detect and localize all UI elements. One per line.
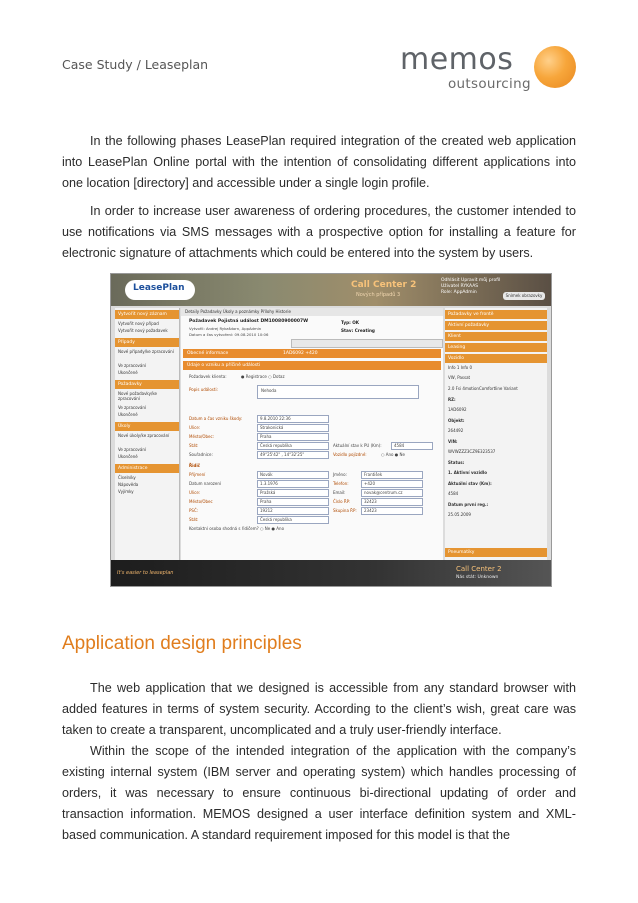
app-subtitle: Nových případů 3 [356, 292, 401, 298]
field-label: Aktuální stav k PU (Km): [333, 443, 382, 448]
phone-value: +420 [364, 481, 375, 486]
section-general-label: Obecné informace [187, 351, 229, 356]
birthdate-value: 1.3.1976 [260, 481, 278, 486]
paragraph-1 [62, 131, 576, 194]
section-general[interactable] [183, 349, 441, 358]
field-label: Popis události: [189, 387, 218, 392]
info-line: VW, Passat [448, 375, 471, 380]
coords-value: 49°25'42" , 14°32'25" [260, 452, 305, 457]
info-tabs[interactable]: Info 1 Info 0 [448, 365, 473, 370]
leaseplan-logo [125, 280, 195, 300]
right-head-tyres[interactable]: Pneumatiky [445, 548, 547, 557]
right-head[interactable]: Vozidlo [445, 354, 547, 363]
case-meta-1: Vytvořil: Andrej Rykašdorn, AppAdmin [189, 326, 262, 331]
app-title: Call Center 2 [351, 280, 417, 290]
menu-item[interactable]: Nové úkoly/ke zpracování [118, 433, 170, 438]
info-line: 2.0 Fsi 4motionComfortline Variant [448, 386, 518, 391]
field-label: Příjmení [189, 472, 206, 477]
name-value: František [364, 472, 383, 477]
driver-country-value: Česká republika [260, 517, 292, 522]
logo-word: memos [400, 42, 514, 77]
menu-item[interactable]: Ve zpracování [118, 363, 147, 368]
user-line-2: Uživatel RYKAAS [441, 284, 479, 289]
menu-item[interactable]: Vytvořit nový případ [118, 321, 159, 326]
field-label: Telefon: [333, 481, 349, 486]
info-line: Objekt: [448, 418, 465, 423]
field-label: Souřadnice: [189, 452, 213, 457]
logo-orange-dot-icon [534, 46, 576, 88]
field-label: Ulice: [189, 490, 201, 495]
driver-city-value: Praha [260, 499, 272, 504]
license-value: 32423 [364, 499, 377, 504]
menu-item[interactable]: Nové případy/ke zpracování [118, 349, 174, 354]
footer-slogan: It's easier to leaseplan [117, 570, 174, 576]
field-label: PSČ: [189, 508, 199, 513]
footer-title: Call Center 2 [456, 565, 502, 573]
paragraph-2 [62, 201, 576, 264]
detail-tabs[interactable]: Detaily Požadavky Úkoly a poznámky Přílohy Historie [181, 308, 443, 316]
section-general-value: 1AD6092 +420 [283, 351, 318, 356]
field-label: Požadavek klienta: [189, 374, 227, 379]
user-line-3: Role: AppAdmin [441, 290, 477, 295]
left-menu [115, 308, 180, 560]
radio-registrace[interactable]: ● Registrace ○ Dotaz [241, 374, 285, 379]
field-label: Město/Obec [189, 499, 213, 504]
info-line: 4584 [448, 491, 459, 496]
country-value: Česká republika [260, 443, 292, 448]
field-label: Skupina ŘP: [333, 508, 357, 513]
menu-item[interactable]: Ve zpracování [118, 447, 147, 452]
case-meta-2: Datum a čas vytvoření: 09.08.2010 10:06 [189, 332, 269, 337]
type-label: Typ: OK [341, 320, 360, 325]
field-label: Datum a čas vzniku škody: [189, 416, 243, 421]
info-line: RZ: [448, 397, 456, 402]
menu-item[interactable]: Ukončené [118, 412, 138, 417]
menu-head-tasks[interactable]: Úkoly [115, 422, 179, 431]
paragraph-4-text: Within the scope of the intended integration of the application with the company’s existing internal system (IBM server and operating system) which handles processing of orders, it was necessary to ensure continuous bi-directional updating of order and transaction information. MEMOS designed a user interface definition system and XML-based communication. A standard requirement imposed for this model is that the [62, 744, 576, 842]
right-head[interactable]: Klient [445, 332, 547, 341]
case-title: Požadavek Pojistná událost DM10080900007W [189, 319, 309, 324]
info-line: 1AD6092 [448, 407, 467, 412]
logo-sub: outsourcing [448, 76, 531, 92]
leaseplan-logo-text: LeasePlan [133, 283, 185, 293]
license-group-value: 23423 [364, 508, 377, 513]
info-line: 1. Aktivní vozidlo [448, 470, 487, 475]
popis-input[interactable] [257, 385, 419, 399]
app-footer [111, 560, 551, 586]
field-label: Číslo ŘP: [333, 499, 351, 504]
menu-item[interactable]: Číselníky [118, 475, 136, 480]
street-value: Strakonická [260, 425, 284, 430]
section-heading: Application design principles [62, 633, 302, 654]
popis-value: Nehoda [261, 388, 277, 393]
date-value: 9.8.2010 22:36 [260, 416, 291, 421]
footer-status: Nás stát: Unknown [456, 575, 499, 580]
menu-head-requests[interactable]: Požadavky [115, 380, 179, 389]
menu-head-cases[interactable]: Případy [115, 338, 179, 347]
info-line: WVWZZZ3CZ9E323537 [448, 449, 496, 454]
info-line: Datum první reg.: [448, 502, 489, 507]
application-screenshot [110, 273, 552, 587]
paragraph-3-text: The web application that we designed is accessible from any standard browser with added features in terms of system security. According to the client’s wish, great care was taken to create a transparent, uncomplicated and a truly user-friendly interface. [62, 681, 576, 737]
paragraph-2-text: In order to increase user awareness of ordering procedures, the customer intended to use notifications via SMS messages with a prospective option for installing a feature for electronic signature of attachments which could be entered into the system by users. [62, 204, 576, 260]
right-head[interactable]: Požadavky ve frontě [445, 310, 547, 319]
menu-head-create[interactable]: Vytvořit nový záznam [115, 310, 179, 319]
menu-item[interactable]: Ukončené [118, 454, 138, 459]
radio-pojizdne[interactable]: ○ Ano ● Ne [381, 452, 405, 457]
section-event[interactable]: Údaje o vzniku a příčině události [183, 361, 441, 370]
user-info [441, 278, 500, 296]
contact-question[interactable]: Kontaktní osoba shodná s řidičem? ○ Ne ● Ano [189, 526, 285, 531]
right-head[interactable]: Aktivní požadavky [445, 321, 547, 330]
menu-item[interactable]: Vytvořit nový požadavek [118, 328, 168, 333]
memos-logo [400, 40, 575, 100]
info-line: 264492 [448, 428, 464, 433]
field-label: Stát: [189, 517, 199, 522]
stav-label: Stav: Creating [341, 328, 375, 333]
right-panel [445, 308, 547, 560]
main-panel [181, 308, 443, 560]
field-label: Vozidlo pojízdné: [333, 452, 367, 457]
surname-value: Novák [260, 472, 273, 477]
zip-value: 19212 [260, 508, 273, 513]
toolbar[interactable] [291, 339, 443, 348]
menu-item[interactable]: Vyjímky [118, 489, 134, 494]
driver-street-value: Pražská [260, 490, 276, 495]
paragraph-1-text: In the following phases LeasePlan required integration of the created web application into LeasePlan Online portal with the intention of consolidating different applications into one location [directory] and accessible under a single login profile. [62, 134, 576, 190]
field-label: Stát: [189, 443, 199, 448]
menu-item[interactable]: Nápověda [118, 482, 139, 487]
paragraph-4 [62, 741, 576, 846]
right-head[interactable]: Leasing [445, 343, 547, 352]
app-topbar [111, 274, 551, 306]
field-label: Email: [333, 490, 346, 495]
info-line: 25.05.2009 [448, 512, 471, 517]
info-line: Aktuální stav (Km): [448, 481, 492, 486]
header-title: Case Study / Leaseplan [62, 57, 209, 72]
field-label: Jméno: [333, 472, 347, 477]
field-label: Datum narození [189, 481, 221, 486]
city-value: Praha [260, 434, 272, 439]
paragraph-3 [62, 678, 576, 741]
menu-head-admin[interactable]: Administrace [115, 464, 179, 473]
driver-label: Řidič [189, 463, 201, 468]
field-label: Město/Obec: [189, 434, 215, 439]
km-value: 4584 [394, 443, 405, 448]
user-line-1: Odhlásit Upravit můj profil [441, 278, 501, 283]
info-line: VIN: [448, 439, 458, 444]
info-line: Status: [448, 460, 465, 465]
menu-item[interactable]: Ve zpracování [118, 405, 147, 410]
email-value: novak@centrum.cz [364, 490, 403, 495]
field-label: Ulice: [189, 425, 201, 430]
menu-item[interactable]: Ukončené [118, 370, 138, 375]
menu-item[interactable]: Nové požadavky/ke zpracování [118, 391, 157, 401]
snapshot-button[interactable]: Snímek obrazovky [503, 292, 545, 300]
